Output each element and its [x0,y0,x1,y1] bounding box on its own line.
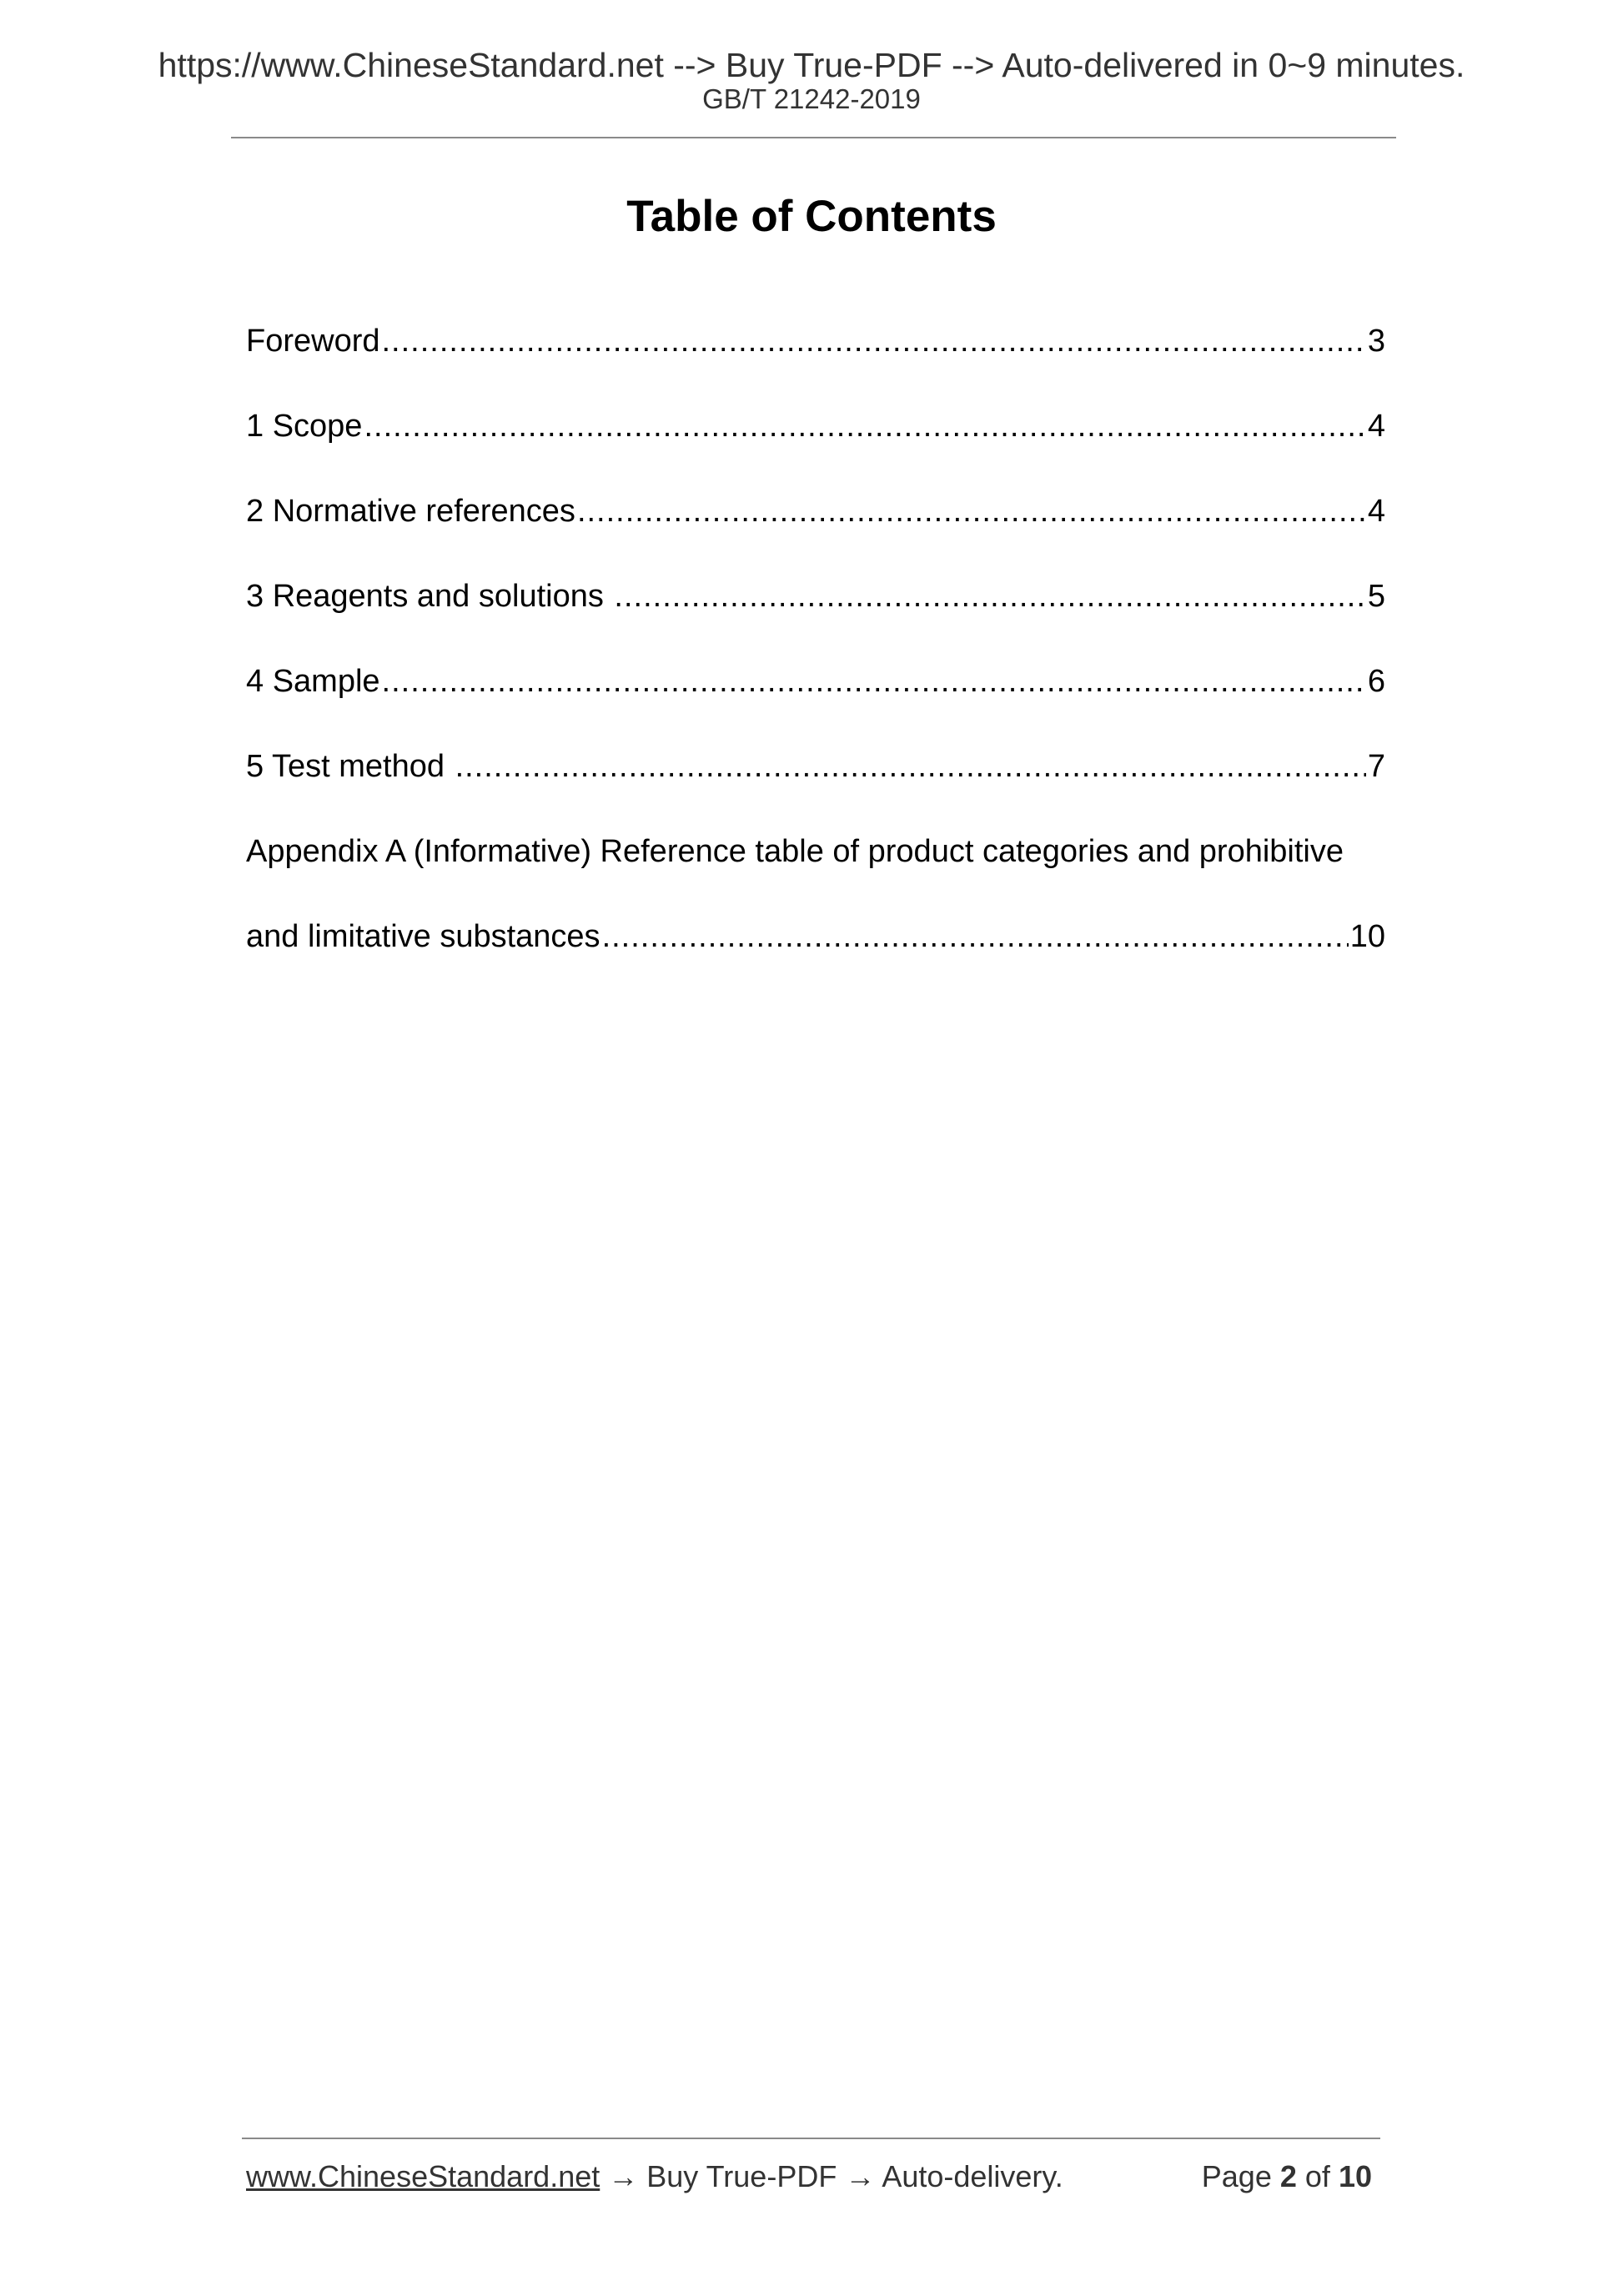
footer-site-link[interactable]: www.ChineseStandard.net [246,2159,600,2193]
toc-entry-label: 4 Sample [246,664,380,699]
toc-entry-label: Foreword [246,324,380,359]
toc-entry-label: 3 Reagents and solutions [246,579,613,614]
page-indicator [1202,2158,1372,2195]
dot-leader [577,492,1366,530]
page-title: Table of Contents [626,192,997,241]
source-banner: https://www.ChineseStandard.net --> Buy True-PDF --> Auto-delivered in 0~9 minutes. [158,46,1465,84]
dot-leader [382,322,1366,360]
toc-entry-label-line1: Appendix A (Informative) Reference table of product categories and prohibitive [246,834,1344,869]
dot-leader [614,577,1365,615]
toc-entry-label: 2 Normative references [246,494,575,529]
toc-entry-page: 3 [1367,324,1385,359]
toc-entry-page: 10 [1349,919,1385,954]
toc-entry-label: 1 Scope [246,409,363,444]
toc-entry-appendix-a[interactable] [246,832,1385,1002]
dot-leader [602,917,1349,956]
toc-entry-sample[interactable] [246,662,1385,747]
dot-leader [364,407,1365,445]
toc-entry-page: 4 [1367,409,1385,444]
toc-entry-label: and limitative substances [246,919,600,954]
current-page-number: 2 [1279,2159,1297,2193]
toc-entry-page: 7 [1367,749,1385,784]
toc-entry-normative-references[interactable] [246,492,1385,577]
toc-entry-page: 4 [1367,494,1385,529]
table-of-contents [246,322,1385,1002]
footer-divider [242,2138,1380,2139]
toc-entry-label: 5 Test method [246,749,454,784]
toc-entry-page: 6 [1367,664,1385,699]
toc-entry-test-method[interactable] [246,747,1385,832]
toc-entry-line2 [246,917,1385,1002]
toc-entry-reagents-and-solutions[interactable] [246,577,1385,662]
total-page-count: 10 [1338,2159,1372,2193]
of-word: of [1304,2159,1330,2193]
header-divider [231,137,1396,138]
page-word: Page [1201,2159,1272,2193]
toc-entry-foreword[interactable] [246,322,1385,407]
document-code: GB/T 21242-2019 [702,83,921,114]
footer-tagline: → Buy True-PDF → Auto-delivery. [600,2159,1063,2193]
page-footer [246,2158,1380,2195]
toc-entry-scope[interactable] [246,407,1385,492]
dot-leader [455,747,1366,786]
toc-entry-page: 5 [1367,579,1385,614]
dot-leader [382,662,1366,701]
